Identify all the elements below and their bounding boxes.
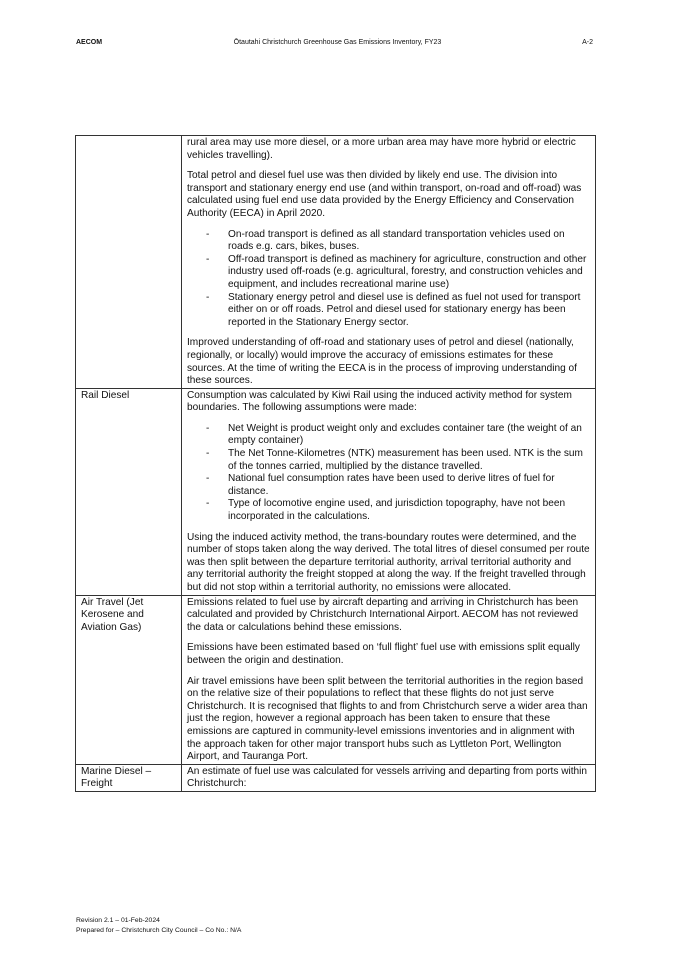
list-item: - National fuel consumption rates have been used to derive litres of fuel for distance. bbox=[228, 473, 590, 498]
row-content bbox=[182, 388, 596, 595]
dash-list bbox=[187, 423, 590, 524]
row-label: Marine Diesel – Freight bbox=[76, 764, 182, 791]
list-item: - The Net Tonne-Kilometres (NTK) measurement has been used. NTK is the sum of the tonnes carried, multiplied by the distance travelled. bbox=[228, 448, 590, 473]
header-page-number: A-2 bbox=[582, 39, 593, 46]
table-row bbox=[76, 764, 596, 791]
row-content bbox=[182, 595, 596, 764]
methodology-table-body bbox=[76, 136, 596, 792]
list-item: - Stationary energy petrol and diesel use is defined as fuel not used for transport either on or off roads. Petrol and diesel used for stationary energy has been reported in the Stationary Energy sector. bbox=[228, 292, 590, 330]
paragraph: rural area may use more diesel, or a more urban area may have more hybrid or electric vehicles travelling). bbox=[187, 137, 576, 161]
paragraph: Emissions have been estimated based on ‘full flight’ fuel use with emissions split equally between the origin and destination. bbox=[187, 642, 580, 666]
row-label: Air Travel (Jet Kerosene and Aviation Gas) bbox=[76, 595, 182, 764]
table-row bbox=[76, 388, 596, 595]
footer-prepared-for: Prepared for – Christchurch City Council – Co No.: N/A bbox=[76, 927, 242, 934]
row-content bbox=[182, 764, 596, 791]
row-label: Rail Diesel bbox=[76, 388, 182, 595]
paragraph: Improved understanding of off-road and stationary uses of petrol and diesel (nationally, regionally, or locally) would improve the accuracy of emissions estimates for these sources. At the time of writing the EECA is in the process of improving understanding of these sources. bbox=[187, 337, 577, 387]
row-label bbox=[76, 136, 182, 389]
paragraph: An estimate of fuel use was calculated for vessels arriving and departing from ports within Christchurch: bbox=[187, 765, 588, 790]
paragraph: Emissions related to fuel use by aircraft departing and arriving in Christchurch has been calculated and provided by Christchurch International Airport. AECOM has not reviewed the data or calculations behind these emissions. bbox=[187, 596, 579, 633]
table-row bbox=[76, 595, 596, 764]
list-item: - Net Weight is product weight only and excludes container tare (the weight of an empty container) bbox=[228, 423, 590, 448]
header-company: AECOM bbox=[76, 39, 103, 46]
dash-list bbox=[187, 229, 590, 330]
footer-revision: Revision 2.1 – 01-Feb-2024 bbox=[76, 917, 160, 924]
paragraph: Consumption was calculated by Kiwi Rail using the induced activity method for system boundaries. The following assumptions were made: bbox=[187, 389, 572, 414]
list-item: - Off-road transport is defined as machinery for agriculture, construction and other industry used off-roads (e.g. agricultural, forestry, and construction vehicles and equipment, and includes recreational marine use) bbox=[228, 254, 590, 292]
paragraph: Total petrol and diesel fuel use was then divided by likely end use. The division into transport and stationary energy end use (and within transport, on-road and off-road) was calculated using fuel end use data provided by the Energy Efficiency and Conservation Authority (EECA) in April 2020. bbox=[187, 170, 582, 219]
methodology-table bbox=[75, 135, 596, 792]
list-item: - Type of locomotive engine used, and jurisdiction topography, have not been incorporated in the calculations. bbox=[228, 498, 590, 523]
header-document-title: Ōtautahi Christchurch Greenhouse Gas Emissions Inventory, FY23 bbox=[233, 39, 442, 46]
list-item: - On-road transport is defined as all standard transportation vehicles used on roads e.g. cars, bikes, buses. bbox=[228, 229, 590, 254]
table-row bbox=[76, 136, 596, 389]
paragraph: Air travel emissions have been split between the territorial authorities in the region based on the relative size of their populations to reflect that these flights do not just serve Christchurch. It is recognised that flights to and from Christchurch serve a wider area than just the region, however a regional approach has been taken to ensure that these emissions are captured in community-level emissions inventories and in alignment with the approach taken for other major transport hubs such as Lyttleton Port, Wellington Airport, and Tauranga Port. bbox=[187, 675, 588, 763]
paragraph: Using the induced activity method, the trans-boundary routes were determined, and the number of stops taken along the way derived. The total litres of diesel consumed per route was then split between the departure territorial authority, arrival territorial authority and any territorial authority the freight stopped at along the way. If the freight travelled through but did not stop within a territorial authority, no emissions were allocated. bbox=[187, 531, 590, 593]
row-content bbox=[182, 136, 596, 389]
